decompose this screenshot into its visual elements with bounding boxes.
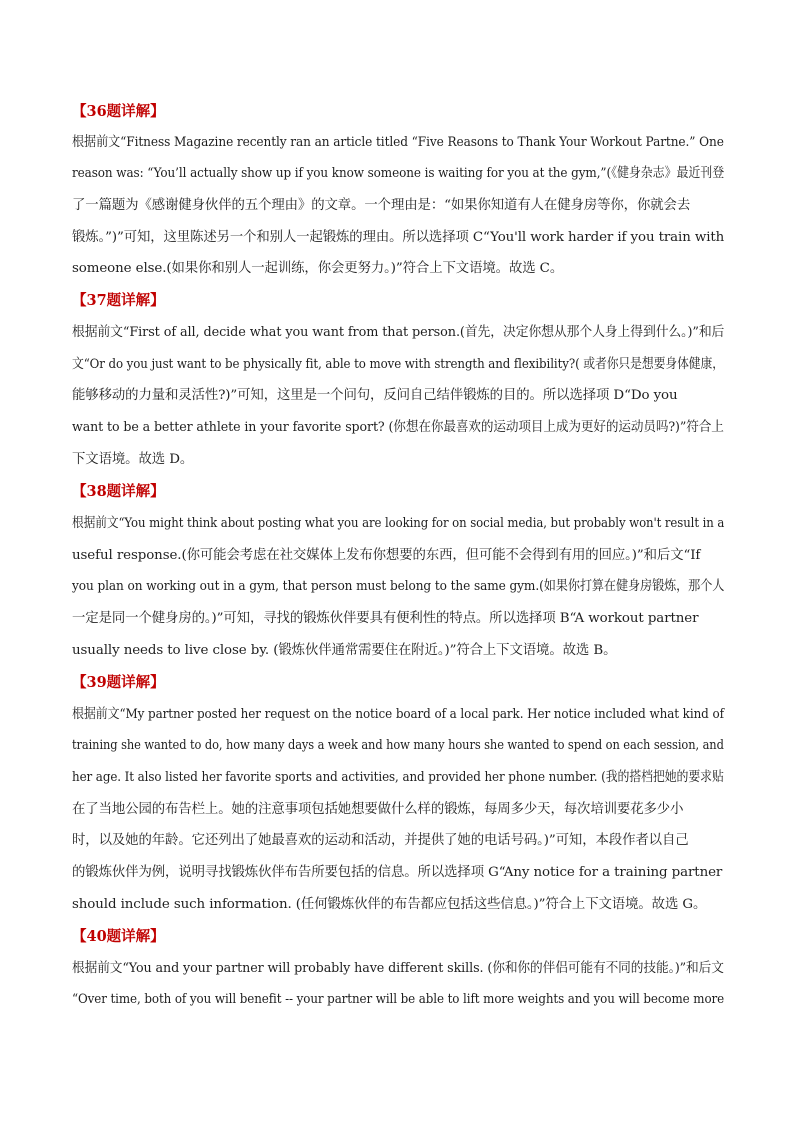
- section-heading: 【39题详解】: [72, 674, 165, 691]
- text-line: training she wanted to do, how many days a week and how many hours she wanted to spend on each session, and: [72, 738, 724, 753]
- text-line: useful response.(你可能会考虑在社交媒体上发布你想要的东西，但可能不会得到有用的回应。)”和后文“If: [72, 548, 701, 563]
- text-line: her age. It also listed her favorite sports and activities, and provided her phone number. (我的搭档把她的要求贴: [72, 770, 724, 785]
- text-line: 锻炼。”)”可知，这里陈述另一个和别人一起锻炼的理由。所以选择项 C“You'll work harder if you train with: [72, 230, 725, 245]
- text-line: someone else.(如果你和别人一起训练，你会更努力。)”符合上下文语境。故选 C。: [72, 261, 564, 276]
- text-line: 时，以及她的年龄。它还列出了她最喜欢的运动和活动，并提供了她的电话号码。)”可知，本段作者以自己: [72, 833, 689, 848]
- text-line: 根据前文“Fitness Magazine recently ran an article titled “Five Reasons to Thank Your Workout Partne.” One: [72, 135, 724, 150]
- text-line: 的锻炼伙伴为例，说明寻找锻炼伙伴布告所要包括的信息。所以选择项 G“Any notice for a training partner: [72, 865, 723, 880]
- text-line: 了一篇题为《感谢健身伙伴的五个理由》的文章。一个理由是：“如果你知道有人在健身房等你，你就会去: [72, 198, 691, 213]
- text-line: 文“Or do you just want to be physically fit, able to move with strength and flexibility?( 或者你只是想要身体健康，: [72, 357, 724, 372]
- section-heading: 【36题详解】: [72, 103, 165, 120]
- text-line: should include such information. (任何锻炼伙伴的布告都应包括这些信息。)”符合上下文语境。故选 G。: [72, 897, 707, 912]
- section-heading: 【38题详解】: [72, 483, 165, 500]
- text-line: 一定是同一个健身房的。)”可知，寻找的锻炼伙伴要具有便利性的特点。所以选择项 B“A workout partner: [72, 611, 699, 626]
- text-line: “Over time, both of you will benefit -- your partner will be able to lift more weights and you will become more: [72, 992, 725, 1007]
- text-line: 在了当地公园的布告栏上。她的注意事项包括她想要做什么样的锻炼，每周多少天，每次培训要花多少小: [72, 802, 684, 817]
- text-line: 能够移动的力量和灵活性?)”可知，这里是一个问句，反问自己结伴锻炼的目的。所以选择项 D“Do you: [72, 388, 678, 403]
- text-line: 下文语境。故选 D。: [72, 452, 194, 467]
- section-heading: 【40题详解】: [72, 928, 165, 945]
- section-heading: 【37题详解】: [72, 292, 165, 309]
- text-line: reason was: “You’ll actually show up if you know someone is waiting for you at the gym,”(《健身杂志》最近刊登: [72, 166, 725, 181]
- text-line: you plan on working out in a gym, that person must belong to the same gym.(如果你打算在健身房锻炼，那个人: [72, 579, 725, 594]
- text-line: 根据前文“You and your partner will probably have different skills. (你和你的伴侣可能有不同的技能。)”和后文: [72, 961, 724, 976]
- text-line: want to be a better athlete in your favorite sport? (你想在你最喜欢的运动项目上成为更好的运动员吗?)”符合上: [72, 420, 724, 435]
- text-line: 根据前文“You might think about posting what you are looking for on social media, but probably won't result in a: [72, 516, 725, 531]
- text-line: usually needs to live close by. (锻炼伙伴通常需要住在附近。)”符合上下文语境。故选 B。: [72, 643, 617, 658]
- text-line: 根据前文“My partner posted her request on the notice board of a local park. Her notice included what kind of: [72, 707, 724, 722]
- text-line: 根据前文“First of all, decide what you want from that person.(首先，决定你想从那个人身上得到什么。)”和后: [72, 325, 725, 340]
